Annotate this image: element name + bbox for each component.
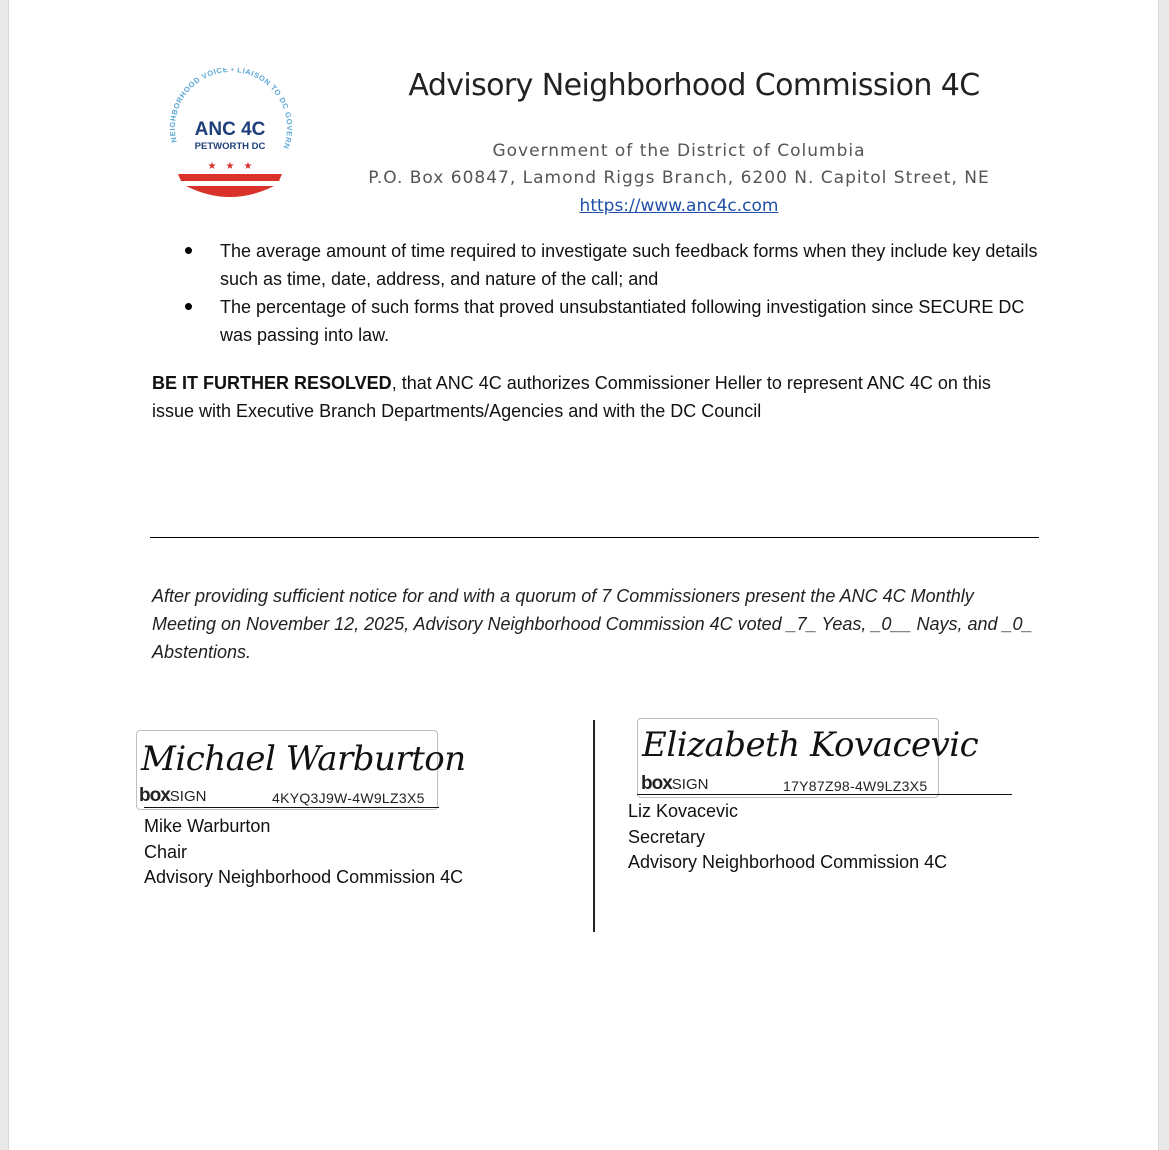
anc-logo [164,68,296,204]
signature-box-secretary [637,718,979,798]
bullet-icon [185,303,192,310]
anc-logo-graphic [164,68,296,204]
vote-notice: After providing sufficient notice for and with a quorum of 7 Commissioners present the ANC 4C Monthly Meeting on November 12, 2025, Advisory Neighborhood Commission 4C voted _7_ Yeas, _0__ Nays, and _0_ Abstentions. [152,586,1033,662]
signature-image: Michael Warburton [141,739,466,779]
signature-box-chair [136,730,466,810]
vertical-divider [593,720,595,932]
signer-org: Advisory Neighborhood Commission 4C [628,852,948,872]
website-link[interactable]: https://www.anc4c.com [579,196,779,216]
signature-line [637,794,1012,795]
horizontal-divider [150,537,1039,538]
address-line: P.O. Box 60847, Lamond Riggs Branch, 6200 N. Capitol Street, NE [368,168,990,188]
svg-text:★: ★ [207,161,217,172]
bullet-text: The average amount of time required to investigate such feedback forms when they include key details such as time, date, address, and nature of the call; and [220,241,1038,289]
bullet-icon [185,247,192,254]
boxsign-logo: boxSIGN [641,773,709,794]
signature-id: 4KYQ3J9W-4W9LZ3X5 [272,790,425,806]
list-item [179,293,1039,349]
signature-id: 17Y87Z98-4W9LZ3X5 [783,778,928,794]
logo-ring-text: NEIGHBORHOOD VOICE • LIAISON TO DC GOVERN [167,68,295,151]
svg-text:★: ★ [225,161,235,172]
signer-block-secretary [628,799,1028,876]
boxsign-logo: boxSIGN [139,785,207,806]
signature-image: Elizabeth Kovacevic [642,725,979,765]
bullet-list [179,237,1039,349]
page-title: Advisory Neighborhood Commission 4C [408,68,980,103]
svg-text:★: ★ [243,161,253,172]
document-page [8,0,1159,1150]
signer-block-chair [144,814,544,891]
resolution-text: , that ANC 4C authorizes Commissioner Heller to represent ANC 4C on this issue with Executive Branch Departments/Agencies and with the DC Council [152,373,991,421]
list-item [179,237,1039,293]
signer-org: Advisory Neighborhood Commission 4C [144,867,464,887]
government-line: Government of the District of Columbia [492,141,866,161]
logo-subtitle: PETWORTH DC [194,141,266,152]
signer-role: Chair [144,841,188,862]
signer-role: Secretary [628,826,706,847]
resolution-paragraph [152,369,1032,425]
bullet-text: The percentage of such forms that proved unsubstantiated following investigation since SECURE DC was passing into law. [220,297,1025,345]
signer-name: Mike Warburton [144,816,271,836]
signer-name: Liz Kovacevic [628,801,739,821]
logo-stripe-top [178,174,282,181]
logo-stars [208,161,253,172]
logo-name: ANC 4C [194,119,266,140]
signature-line [144,807,439,808]
resolution-lead: BE IT FURTHER RESOLVED [152,373,392,393]
logo-stripe-bottom [186,186,274,197]
